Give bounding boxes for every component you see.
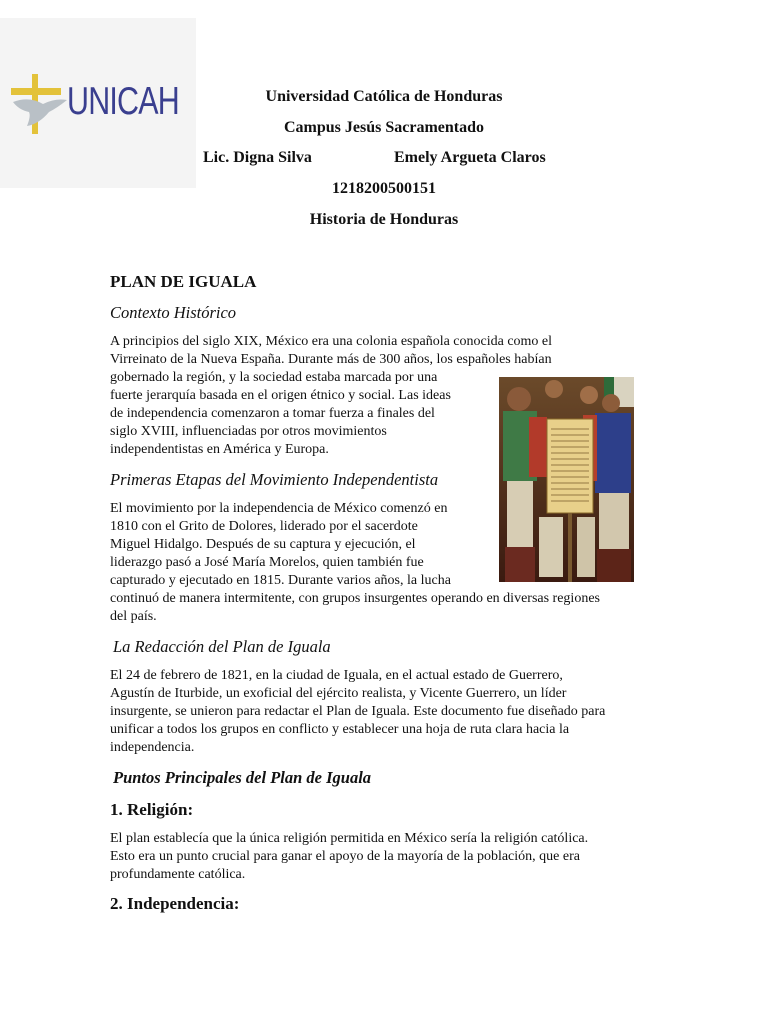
university-name: Universidad Católica de Honduras <box>265 88 503 105</box>
logo-wordmark: UNICAH <box>67 80 179 123</box>
student-name: Emely Argueta Claros <box>394 149 546 166</box>
point-heading: 2. Independencia: <box>110 894 240 913</box>
paragraph-line: gobernado la región, y la sociedad estaba marcada por una <box>110 370 438 385</box>
paragraph-line: El 24 de febrero de 1821, en la ciudad de Iguala, en el actual estado de Guerrero, <box>110 668 563 683</box>
course-name: Historia de Honduras <box>309 211 459 228</box>
section-main-points <box>113 767 665 789</box>
paragraph-line: El movimiento por la independencia de México comenzó en <box>110 501 448 516</box>
paragraph-line: A principios del siglo XIX, México era una colonia española conocida como el <box>110 334 553 349</box>
paragraph-line: Esto era un punto crucial para ganar el apoyo de la mayoría de la población, que era <box>110 849 580 864</box>
campus-name: Campus Jesús Sacramentado <box>283 119 484 136</box>
paragraph-line: liderazgo pasó a José María Morelos, quien también fue <box>110 555 424 570</box>
paragraph-line: Agustín de Iturbide, un exoficial del ejército realista, y Vicente Guerrero, un líder <box>110 686 567 701</box>
section-drafting-body <box>110 667 662 757</box>
section-context-body <box>110 333 662 459</box>
paragraph-line: Virreinato de la Nueva España. Durante más de 300 años, los españoles habían <box>110 352 552 367</box>
paragraph-line: del país. <box>110 609 157 624</box>
document-title: PLAN DE IGUALA <box>110 272 257 291</box>
point-religion <box>110 799 662 821</box>
paragraph-line: 1810 con el Grito de Dolores, liderado por el sacerdote <box>110 519 418 534</box>
paragraph-line: independentistas en América y Europa. <box>110 442 329 457</box>
paragraph-line: de independencia comenzaron a tomar fuerza a finales del <box>110 406 435 421</box>
teacher-name: Lic. Digna Silva <box>203 149 312 166</box>
paragraph-line: El plan establecía que la única religión permitida en México sería la religión católica. <box>110 831 589 846</box>
paragraph-line: Miguel Hidalgo. Después de su captura y ejecución, el <box>110 537 416 552</box>
section-early-stages <box>110 469 662 491</box>
document-title-block <box>110 271 662 293</box>
paragraph-line: fuerte jerarquía basada en el origen étnico y social. Las ideas <box>110 388 451 403</box>
paragraph-line: profundamente católica. <box>110 867 246 882</box>
paragraph-line: siglo XVIII, influenciadas por otros movimientos <box>110 424 387 439</box>
point-heading: 1. Religión: <box>110 800 194 819</box>
section-heading: Puntos Principales del Plan de Iguala <box>113 768 372 787</box>
section-heading: Primeras Etapas del Movimiento Independentista <box>110 470 439 489</box>
section-heading: Contexto Histórico <box>110 303 237 322</box>
paragraph-line: continuó de manera intermitente, con grupos insurgentes operando en diversas regiones <box>110 591 600 606</box>
section-early-stages-body <box>110 500 662 626</box>
paragraph-line: capturado y ejecutado en 1815. Durante varios años, la lucha <box>110 573 451 588</box>
paragraph-line: unificar a todos los grupos en conflicto y establecer una hoja de ruta clara hacia la <box>110 722 570 737</box>
student-id: 1218200500151 <box>332 180 436 197</box>
point-independence <box>110 893 662 915</box>
paragraph-line: independencia. <box>110 740 195 755</box>
section-drafting <box>113 636 665 658</box>
section-context <box>110 302 662 324</box>
point-religion-body <box>110 830 662 884</box>
section-heading: La Redacción del Plan de Iguala <box>113 637 331 656</box>
paragraph-line: insurgente, se unieron para redactar el Plan de Iguala. Este documento fue diseñado para <box>110 704 606 719</box>
